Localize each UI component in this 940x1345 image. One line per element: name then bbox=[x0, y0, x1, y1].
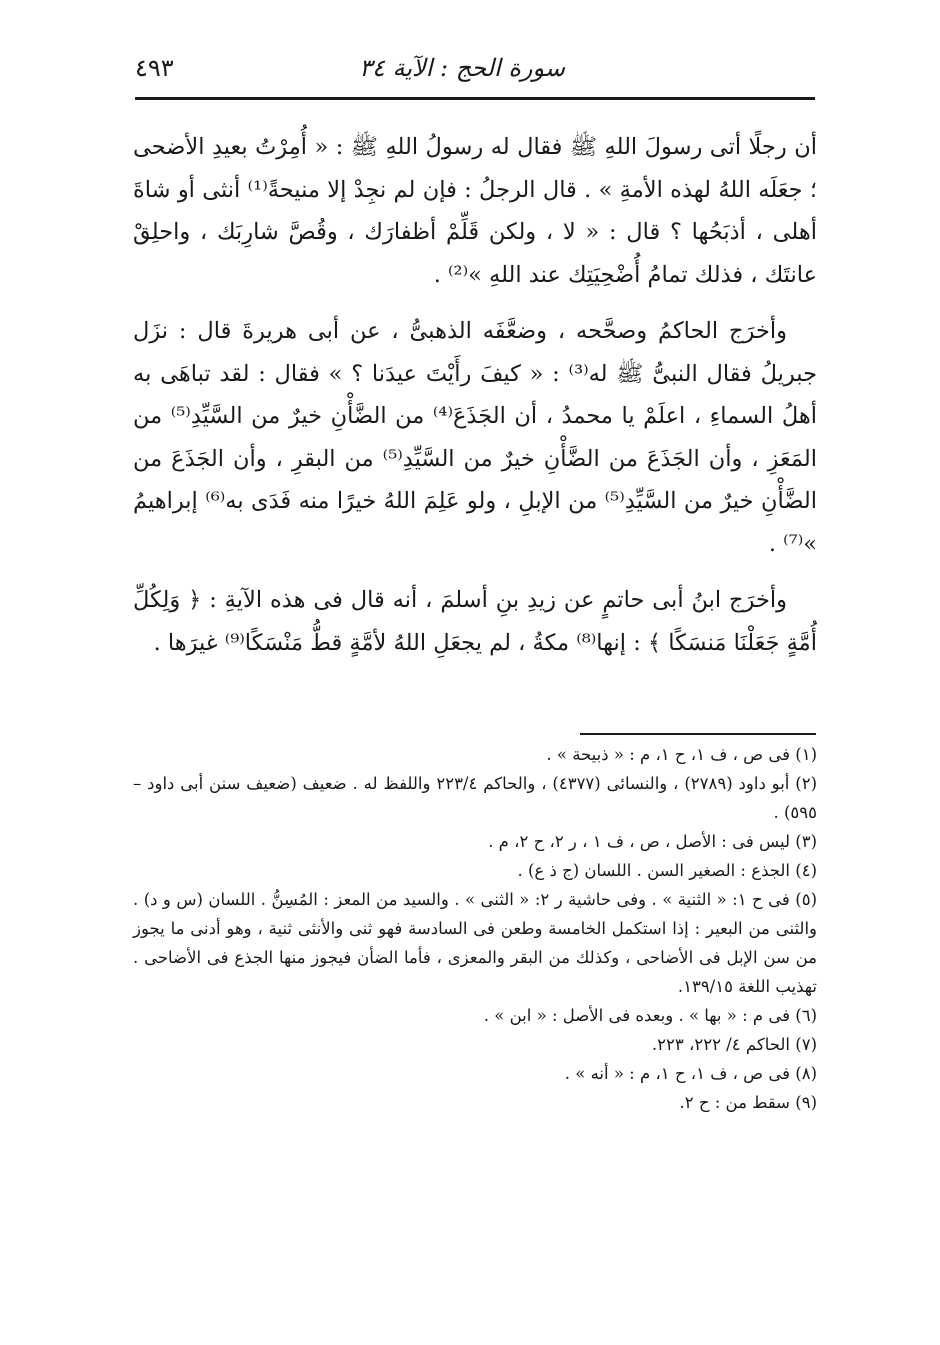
footnote: (٥) فى ح ١: « الثنية » . وفى حاشية ر ٢: « الثنى » . والسيد من المعز : المُسِنُّ . اللسان (س و د) . والثنى من البعير : إذا استكمل الخامسة وطعن فى السادسة فهو ثنى والأنثى ثنية ، وهو أدنى ما يجوز من سن الإبل فى الأضاحى ، وكذلك من البقر والمعزى ، فأما الضأن فيجوز منها الجذع فى الأضاحى . تهذيب اللغة ١٣٩/١٥. bbox=[133, 890, 817, 996]
paragraph: وأخرَج الحاكمُ وصحَّحه ، وضعَّفَه الذهبىُّ ، عن أبى هريرةَ قال : نزَل جبريلُ فقال النبىُّ ﷺ له⁽³⁾ : « كيفَ رأَيْتَ عيدَنا ؟ » فقال : لقد تباهَى به أهلُ السماءِ ، اعلَمْ يا محمدُ ، أن الجَذَعَ⁽⁴⁾ من الضَّأْنِ خيرٌ من السَّيِّدِ⁽⁵⁾ من المَعَزِ ، وأن الجَذَعَ من الضَّأْنِ خيرٌ من السَّيِّدِ⁽⁵⁾ من البقرِ ، وأن الجَذَعَ من الضَّأْنِ خيرٌ من السَّيِّدِ⁽⁵⁾ من الإبلِ ، ولو عَلِمَ اللهُ خيرًا منه فَدَى به⁽⁶⁾ إبراهيمُ »⁽⁷⁾ . bbox=[133, 318, 817, 557]
footnote: (٧) الحاكم ٤/ ٢٢٢، ٢٢٣. bbox=[651, 1035, 817, 1054]
page-header bbox=[135, 50, 815, 92]
footnote: (٢) أبو داود (٢٧٨٩) ، والنسائى (٤٣٧٧) ، والحاكم ٢٢٣/٤ واللفظ له . ضعيف (ضعيف سنن أبى داود – ٥٩٥) . bbox=[133, 774, 817, 822]
footnote-divider bbox=[580, 733, 816, 735]
main-text bbox=[133, 126, 817, 664]
footnote: (٤) الجذع : الصغير السن . اللسان (ج ذ ع) . bbox=[517, 861, 817, 880]
page-number: ٤٩٣ bbox=[135, 54, 174, 82]
footnote: (١) فى ص ، ف ١، ح ١، م : « ذبيحة » . bbox=[546, 745, 817, 764]
footnote: (٣) ليس فى : الأصل ، ص ، ف ١ ، ر ٢، ح ٢، م . bbox=[488, 832, 817, 851]
footnote: (٦) فى م : « بها » . وبعده فى الأصل : « ابن » . bbox=[483, 1006, 817, 1025]
paragraph: وأخرَج ابنُ أبى حاتمٍ عن زيدِ بنِ أسلمَ ، أنه قال فى هذه الآيةِ : ﴿ وَلِكُلِّ أُمَّةٍ جَعَلْنَا مَنسَكًا ﴾ : إنها⁽⁸⁾ مكةُ ، لم يجعَلِ اللهُ لأمَّةٍ قطُّ مَنْسَكًا⁽⁹⁾ غيرَها . bbox=[133, 587, 817, 656]
paragraph: أن رجلًا أتى رسولَ اللهِ ﷺ فقال له رسولُ اللهِ ﷺ : « أُمِرْتُ بعيدِ الأضحى ؛ جعَلَه اللهُ لهذه الأمةِ » . قال الرجلُ : فإن لم نجِدْ إلا منيحةً⁽¹⁾ أنثى أو شاةَ أهلى ، أذبَحُها ؟ قال : « لا ، ولكن قَلِّمْ أظفارَك ، وقُصَّ شارِبَك ، واحلِقْ عانتَك ، فذلك تمامُ أُضْحِيَتِك عند اللهِ »⁽²⁾ . bbox=[133, 134, 818, 288]
footnote: (٨) فى ص ، ف ١، ح ١، م : « أنه » . bbox=[564, 1064, 817, 1083]
running-title: سورة الحج : الآية ٣٤ bbox=[359, 54, 565, 82]
footnote: (٩) سقط من : ح ٢. bbox=[679, 1093, 817, 1112]
footnotes bbox=[133, 740, 817, 1117]
header-divider bbox=[135, 97, 815, 100]
